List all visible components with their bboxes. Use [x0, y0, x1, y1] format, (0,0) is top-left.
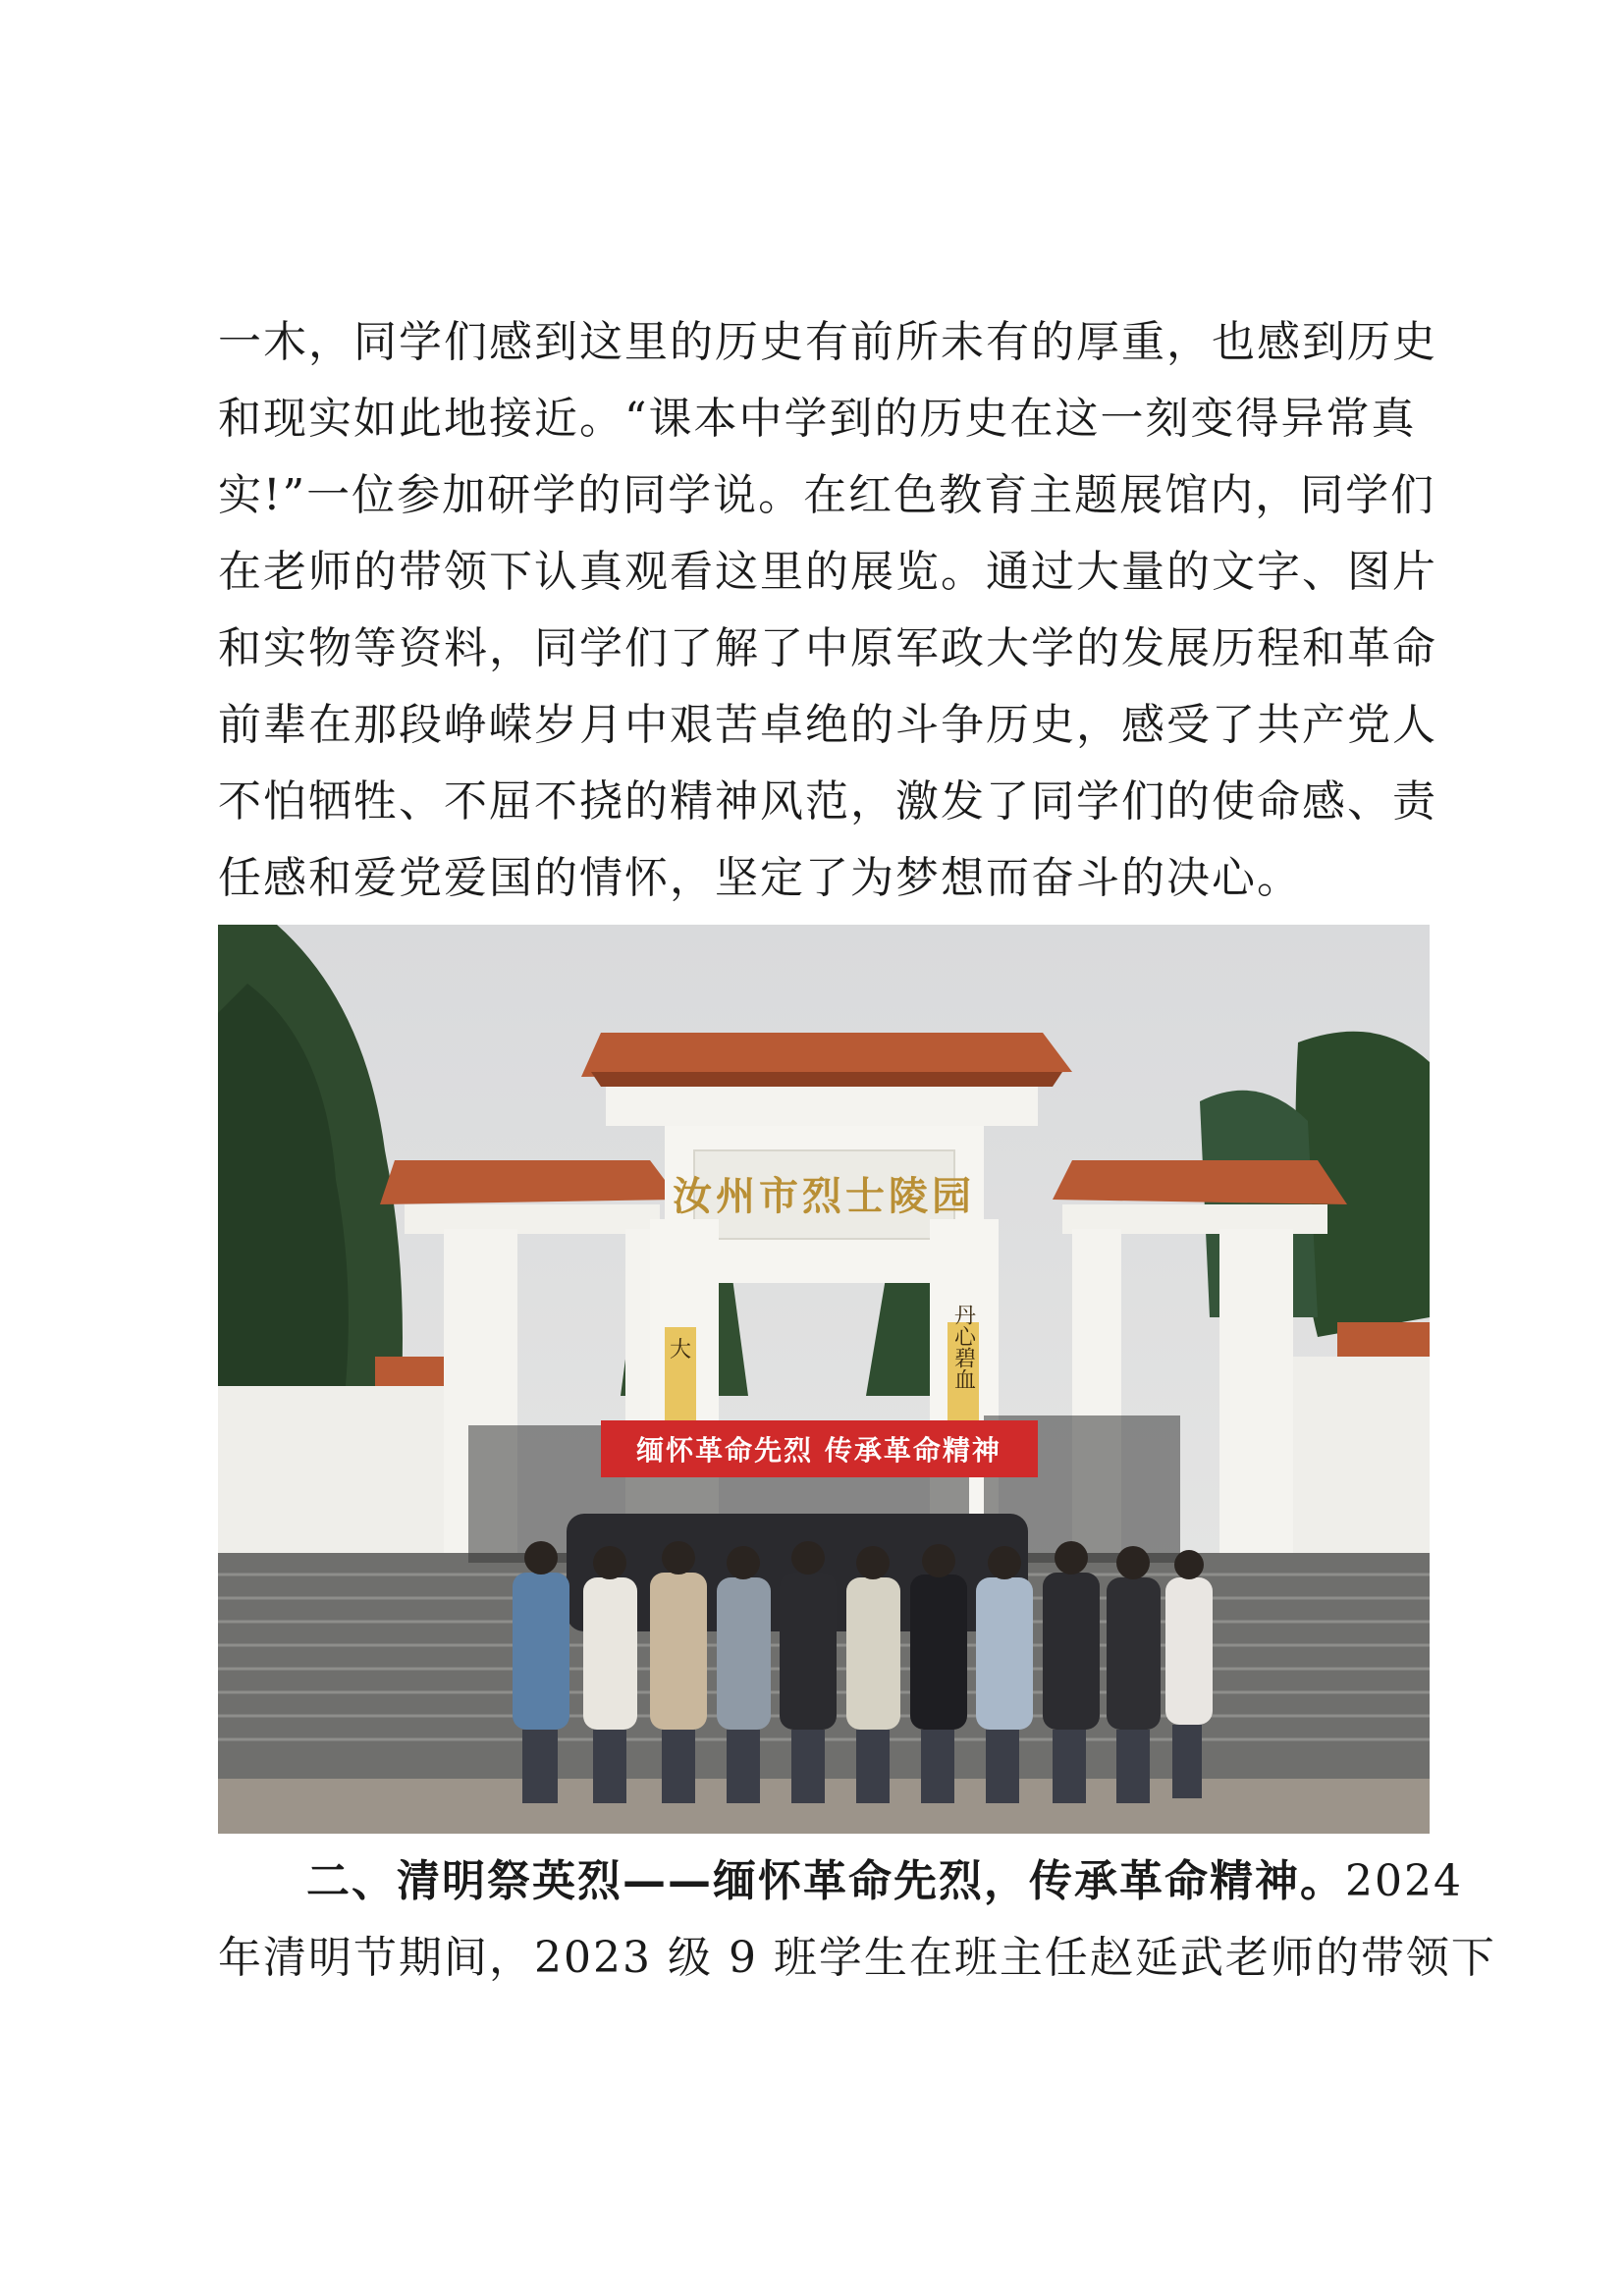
- text-line: [218, 1843, 1463, 1920]
- year-text: 2024: [1345, 1856, 1463, 1906]
- text-line: 年清明节期间，2023 级 9 班学生在班主任赵延武老师的带领下: [218, 1933, 1496, 1983]
- pillar-couplet-left: 大: [669, 1338, 692, 1362]
- pillar-couplet-right: 丹心碧血: [950, 1304, 976, 1390]
- text-line: 在老师的带领下认真观看这里的展览。通过大量的文字、图片: [218, 547, 1437, 597]
- text-line: 和实物等资料，同学们了解了中原军政大学的发展历程和革命: [218, 623, 1437, 673]
- text-line: 不怕牺牲、不屈不挠的精神风范，激发了同学们的使命感、责: [218, 776, 1437, 827]
- body-paragraph-bottom: [218, 1843, 1496, 1997]
- group-photo-memorial-gate: [218, 925, 1430, 1834]
- section-heading: 二、清明祭英烈——缅怀革命先烈，传承革命精神。: [306, 1856, 1345, 1906]
- gate-plaque-text: 汝州市烈士陵园: [673, 1173, 975, 1219]
- text-line: 前辈在那段峥嵘岁月中艰苦卓绝的斗争历史，感受了共产党人: [218, 700, 1437, 750]
- text-line: 任感和爱党爱国的情怀，坚定了为梦想而奋斗的决心。: [218, 853, 1302, 903]
- body-paragraph-top: [218, 304, 1437, 917]
- text-line: 一木，同学们感到这里的历史有前所未有的厚重，也感到历史: [218, 317, 1437, 367]
- text-line: 实!”一位参加研学的同学说。在红色教育主题展馆内，同学们: [218, 470, 1436, 520]
- banner-text: 缅怀革命先烈 传承革命精神: [636, 1434, 1001, 1467]
- text-line: 和现实如此地接近。“课本中学到的历史在这一刻变得异常真: [218, 394, 1417, 444]
